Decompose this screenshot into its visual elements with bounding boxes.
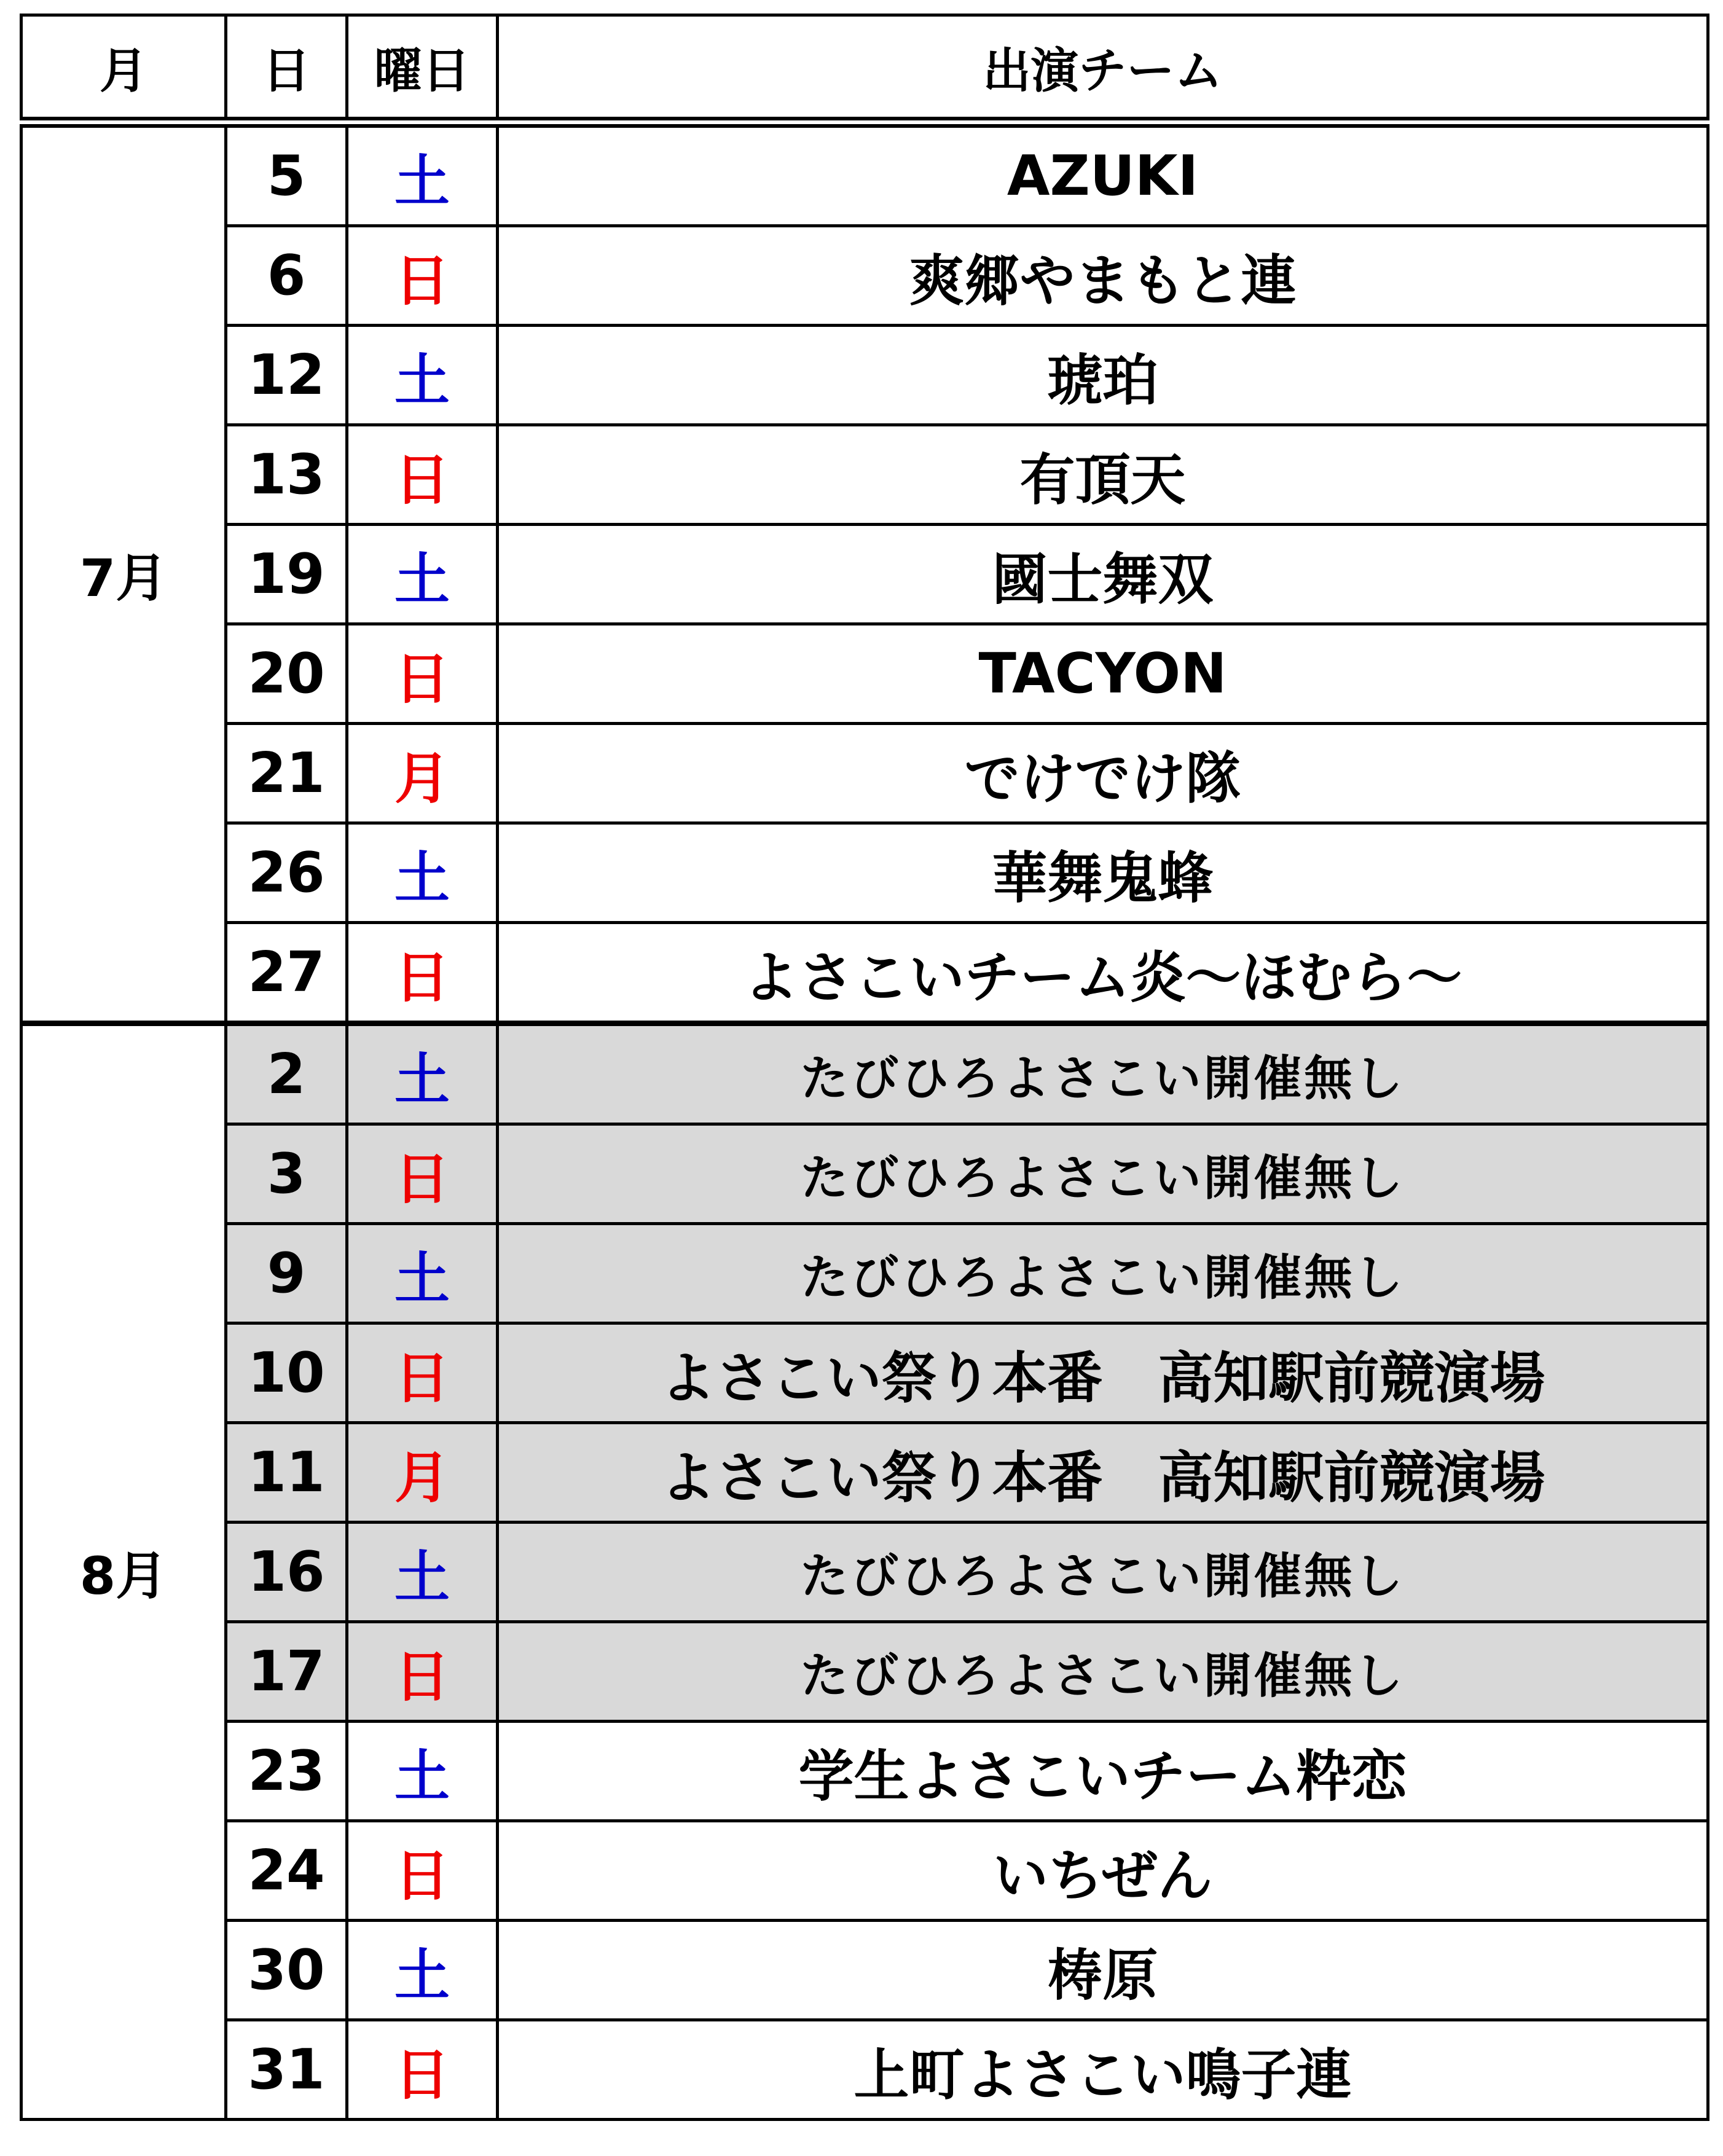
day-cell: 9 (226, 1224, 347, 1323)
schedule-row (22, 1821, 1708, 1921)
day-cell: 23 (226, 1722, 347, 1821)
day-cell: 11 (226, 1423, 347, 1523)
weekday-cell: 日 (347, 624, 498, 724)
schedule-row (22, 1622, 1708, 1722)
day-cell: 19 (226, 525, 347, 624)
weekday-cell: 土 (347, 823, 498, 923)
header-month: 月 (22, 15, 226, 123)
month-cell: 8月 (22, 1024, 226, 2120)
team-cell: たびひろよさこい開催無し (498, 1024, 1708, 1124)
weekday-cell: 土 (347, 1224, 498, 1323)
team-cell: よさこい祭り本番 高知駅前競演場 (498, 1423, 1708, 1523)
team-cell: よさこいチーム炎～ほむら～ (498, 923, 1708, 1024)
team-cell: よさこい祭り本番 高知駅前競演場 (498, 1323, 1708, 1423)
day-cell: 26 (226, 823, 347, 923)
schedule-row (22, 923, 1708, 1024)
day-cell: 31 (226, 2020, 347, 2120)
day-cell: 10 (226, 1323, 347, 1423)
header-day: 日 (226, 15, 347, 123)
team-cell: たびひろよさこい開催無し (498, 1224, 1708, 1323)
weekday-cell: 日 (347, 1124, 498, 1224)
day-cell: 21 (226, 724, 347, 823)
day-cell: 3 (226, 1124, 347, 1224)
schedule-row (22, 624, 1708, 724)
team-cell: たびひろよさこい開催無し (498, 1523, 1708, 1622)
schedule-row (22, 1024, 1708, 1124)
schedule-row (22, 1722, 1708, 1821)
day-cell: 2 (226, 1024, 347, 1124)
team-cell: TACYON (498, 624, 1708, 724)
team-cell: 梼原 (498, 1921, 1708, 2020)
schedule-table (20, 14, 1709, 2121)
header-row (22, 15, 1708, 123)
schedule-row (22, 823, 1708, 923)
team-cell: でけでけ隊 (498, 724, 1708, 823)
team-cell: 華舞鬼蜂 (498, 823, 1708, 923)
schedule-row (22, 1523, 1708, 1622)
team-cell: 上町よさこい鳴子連 (498, 2020, 1708, 2120)
team-cell: 爽郷やまもと連 (498, 226, 1708, 326)
weekday-cell: 日 (347, 1323, 498, 1423)
weekday-cell: 日 (347, 2020, 498, 2120)
team-cell: 國士舞双 (498, 525, 1708, 624)
weekday-cell: 土 (347, 1921, 498, 2020)
team-cell: いちぜん (498, 1821, 1708, 1921)
weekday-cell: 土 (347, 122, 498, 226)
day-cell: 13 (226, 425, 347, 525)
schedule-body (22, 122, 1708, 2120)
schedule-row (22, 2020, 1708, 2120)
schedule-row (22, 1124, 1708, 1224)
weekday-cell: 日 (347, 425, 498, 525)
day-cell: 24 (226, 1821, 347, 1921)
schedule-row (22, 1224, 1708, 1323)
header-team: 出演チーム (498, 15, 1708, 123)
team-cell: 学生よさこいチーム粋恋 (498, 1722, 1708, 1821)
schedule-row (22, 226, 1708, 326)
schedule-row (22, 525, 1708, 624)
team-cell: たびひろよさこい開催無し (498, 1622, 1708, 1722)
day-cell: 12 (226, 326, 347, 425)
weekday-cell: 土 (347, 525, 498, 624)
weekday-cell: 土 (347, 326, 498, 425)
team-cell: 有頂天 (498, 425, 1708, 525)
day-cell: 5 (226, 122, 347, 226)
schedule-row (22, 1423, 1708, 1523)
weekday-cell: 土 (347, 1024, 498, 1124)
weekday-cell: 土 (347, 1722, 498, 1821)
weekday-cell: 土 (347, 1523, 498, 1622)
team-cell: 琥珀 (498, 326, 1708, 425)
schedule-row (22, 1323, 1708, 1423)
weekday-cell: 日 (347, 1622, 498, 1722)
day-cell: 30 (226, 1921, 347, 2020)
day-cell: 6 (226, 226, 347, 326)
day-cell: 27 (226, 923, 347, 1024)
weekday-cell: 月 (347, 1423, 498, 1523)
weekday-cell: 日 (347, 1821, 498, 1921)
schedule-row (22, 122, 1708, 226)
weekday-cell: 月 (347, 724, 498, 823)
schedule-row (22, 326, 1708, 425)
header-weekday: 曜日 (347, 15, 498, 123)
team-cell: AZUKI (498, 122, 1708, 226)
schedule-row (22, 724, 1708, 823)
day-cell: 20 (226, 624, 347, 724)
team-cell: たびひろよさこい開催無し (498, 1124, 1708, 1224)
month-cell: 7月 (22, 122, 226, 1024)
weekday-cell: 日 (347, 226, 498, 326)
day-cell: 17 (226, 1622, 347, 1722)
schedule-row (22, 425, 1708, 525)
weekday-cell: 日 (347, 923, 498, 1024)
schedule-row (22, 1921, 1708, 2020)
day-cell: 16 (226, 1523, 347, 1622)
